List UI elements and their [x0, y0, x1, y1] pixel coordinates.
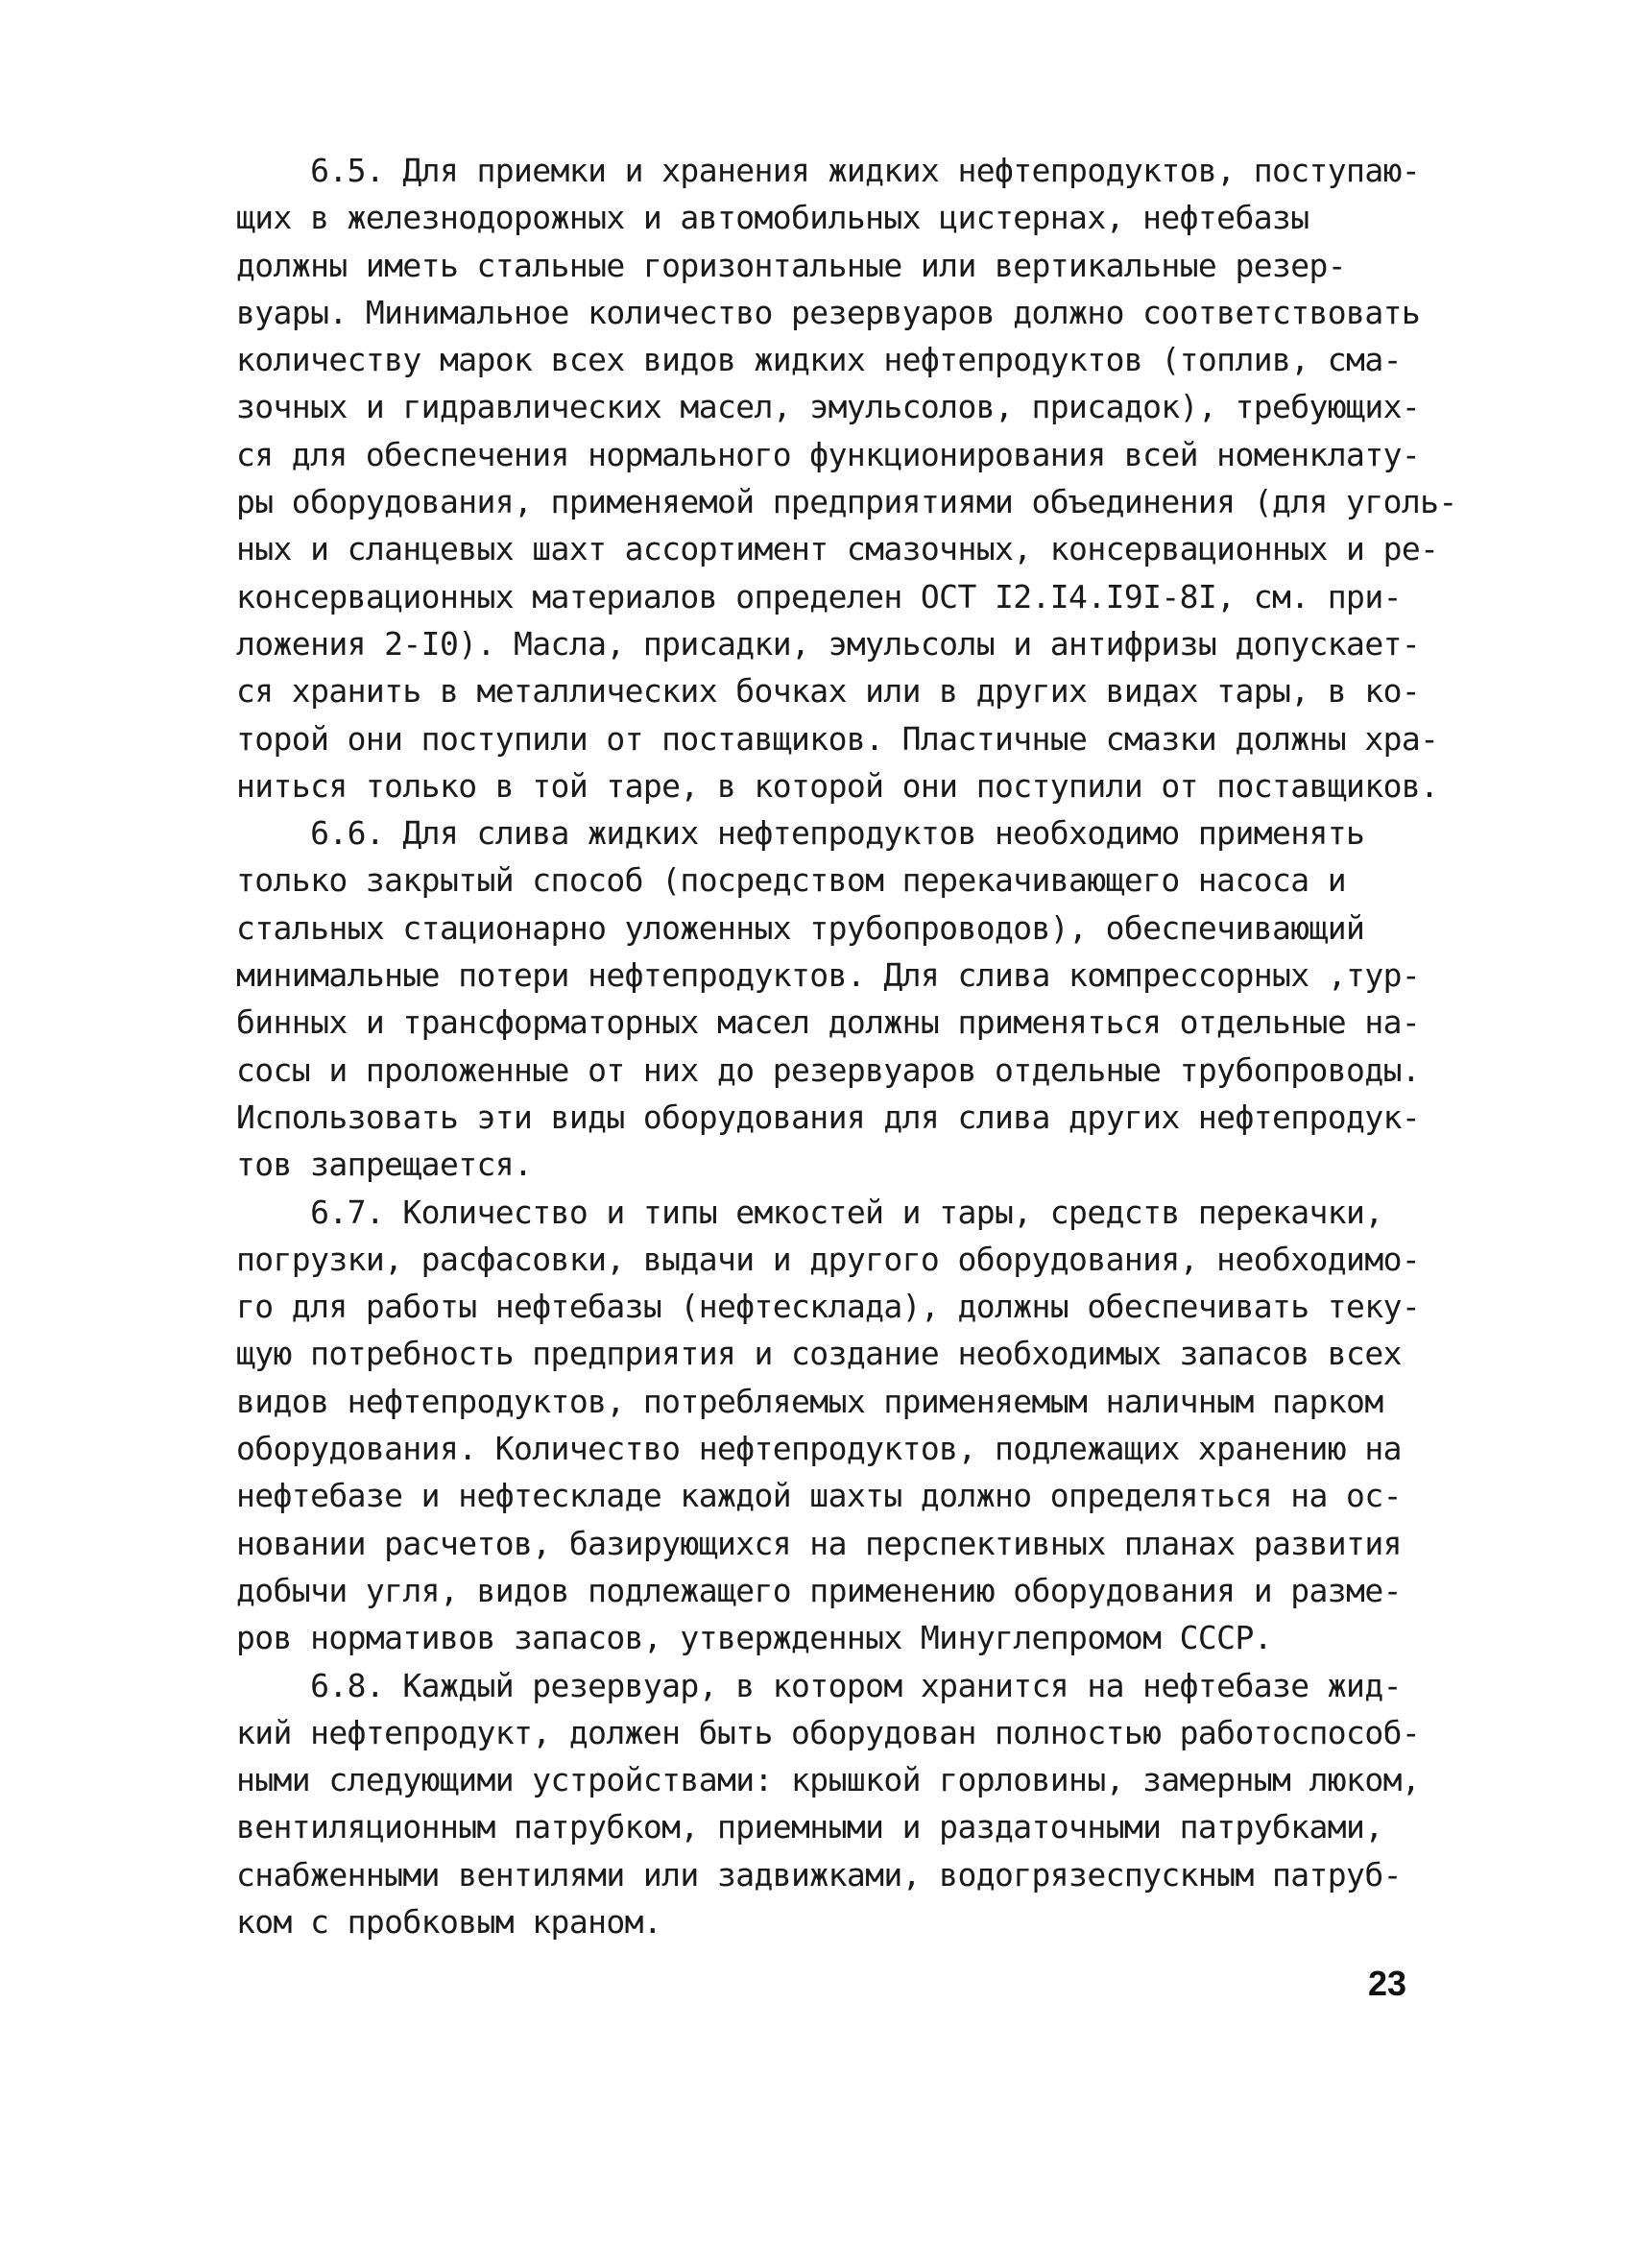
text-line: бинных и трансформаторных масел должны применяться отдельные на- — [236, 1003, 1421, 1042]
text-line: ными следующими устройствами: крышкой горловины, замерным люком, — [236, 1761, 1421, 1799]
text-line: 6.6. Для слива жидких нефтепродуктов необходимо применять — [236, 814, 1365, 853]
text-line: щих в железнодорожных и автомобильных цистернах, нефтебазы — [236, 199, 1309, 237]
text-line: тов запрещается. — [236, 1146, 533, 1184]
text-line: оборудования. Количество нефтепродуктов, подлежащих хранению на — [236, 1430, 1402, 1468]
text-line: кий нефтепродукт, должен быть оборудован полностью работоспособ- — [236, 1713, 1421, 1751]
text-line: количеству марок всех видов жидких нефтепродуктов (топлив, сма- — [236, 341, 1402, 379]
text-line: добычи угля, видов подлежащего применению оборудования и разме- — [236, 1571, 1402, 1609]
text-line: 6.5. Для приемки и хранения жидких нефтепродуктов, поступаю- — [236, 152, 1421, 189]
text-line: 6.7. Количество и типы емкостей и тары, средств перекачки, — [236, 1193, 1383, 1231]
page-number: 23 — [1368, 1964, 1407, 2003]
text-line: вентиляционным патрубком, приемными и раздаточными патрубками, — [236, 1808, 1383, 1846]
text-line: вуары. Минимальное количество резервуаров должно соответствовать — [236, 293, 1421, 331]
text-line: консервационных материалов определен ОСТ I2.I4.I9I-8I, см. при- — [236, 577, 1402, 615]
body-text — [236, 147, 1484, 1945]
text-line: ложения 2-I0). Масла, присадки, эмульсолы и антифризы допускает- — [236, 624, 1421, 663]
text-line: ся хранить в металлических бочках или в других видах тары, в ко- — [236, 672, 1421, 711]
text-line: нефтебазе и нефтескладе каждой шахты должно определяться на ос- — [236, 1477, 1402, 1515]
text-line: ных и сланцевых шахт ассортимент смазочных, консервационных и ре- — [236, 530, 1439, 568]
text-line: ком с пробковым краном. — [236, 1902, 662, 1941]
text-line: новании расчетов, базирующихся на перспективных планах развития — [236, 1524, 1402, 1562]
text-line: торой они поступили от поставщиков. Пластичные смазки должны хра- — [236, 719, 1439, 758]
text-line: погрузки, расфасовки, выдачи и другого оборудования, необходимо- — [236, 1240, 1421, 1278]
text-line: щую потребность предприятия и создание необходимых запасов всех — [236, 1335, 1402, 1373]
text-line: 6.8. Каждый резервуар, в котором хранится на нефтебазе жид- — [236, 1666, 1402, 1704]
text-line: стальных стационарно уложенных трубопроводов), обеспечивающий — [236, 908, 1365, 947]
text-line: должны иметь стальные горизонтальные или вертикальные резер- — [236, 246, 1347, 284]
text-line: только закрытый способ (посредством перекачивающего насоса и — [236, 861, 1347, 900]
text-line: го для работы нефтебазы (нефтесклада), должны обеспечивать теку- — [236, 1288, 1421, 1326]
text-line: Использовать эти виды оборудования для слива других нефтепродук- — [236, 1098, 1421, 1136]
text-line: ров нормативов запасов, утвержденных Минуглепромом СССР. — [236, 1619, 1272, 1657]
text-line: зочных и гидравлических масел, эмульсолов, присадок), требующих- — [236, 388, 1421, 426]
text-line: минимальные потери нефтепродуктов. Для слива компрессорных ,тур- — [236, 956, 1421, 995]
text-line: ры оборудования, применяемой предприятиями объединения (для уголь- — [236, 483, 1457, 521]
text-line: видов нефтепродуктов, потребляемых применяемым наличным парком — [236, 1382, 1383, 1420]
text-line: снабженными вентилями или задвижками, водогрязеспускным патруб- — [236, 1855, 1402, 1894]
text-line: ся для обеспечения нормального функционирования всей номенклату- — [236, 435, 1421, 473]
text-line: сосы и проложенные от них до резервуаров отдельные трубопроводы. — [236, 1050, 1421, 1089]
text-line: ниться только в той таре, в которой они поступили от поставщиков. — [236, 766, 1439, 805]
